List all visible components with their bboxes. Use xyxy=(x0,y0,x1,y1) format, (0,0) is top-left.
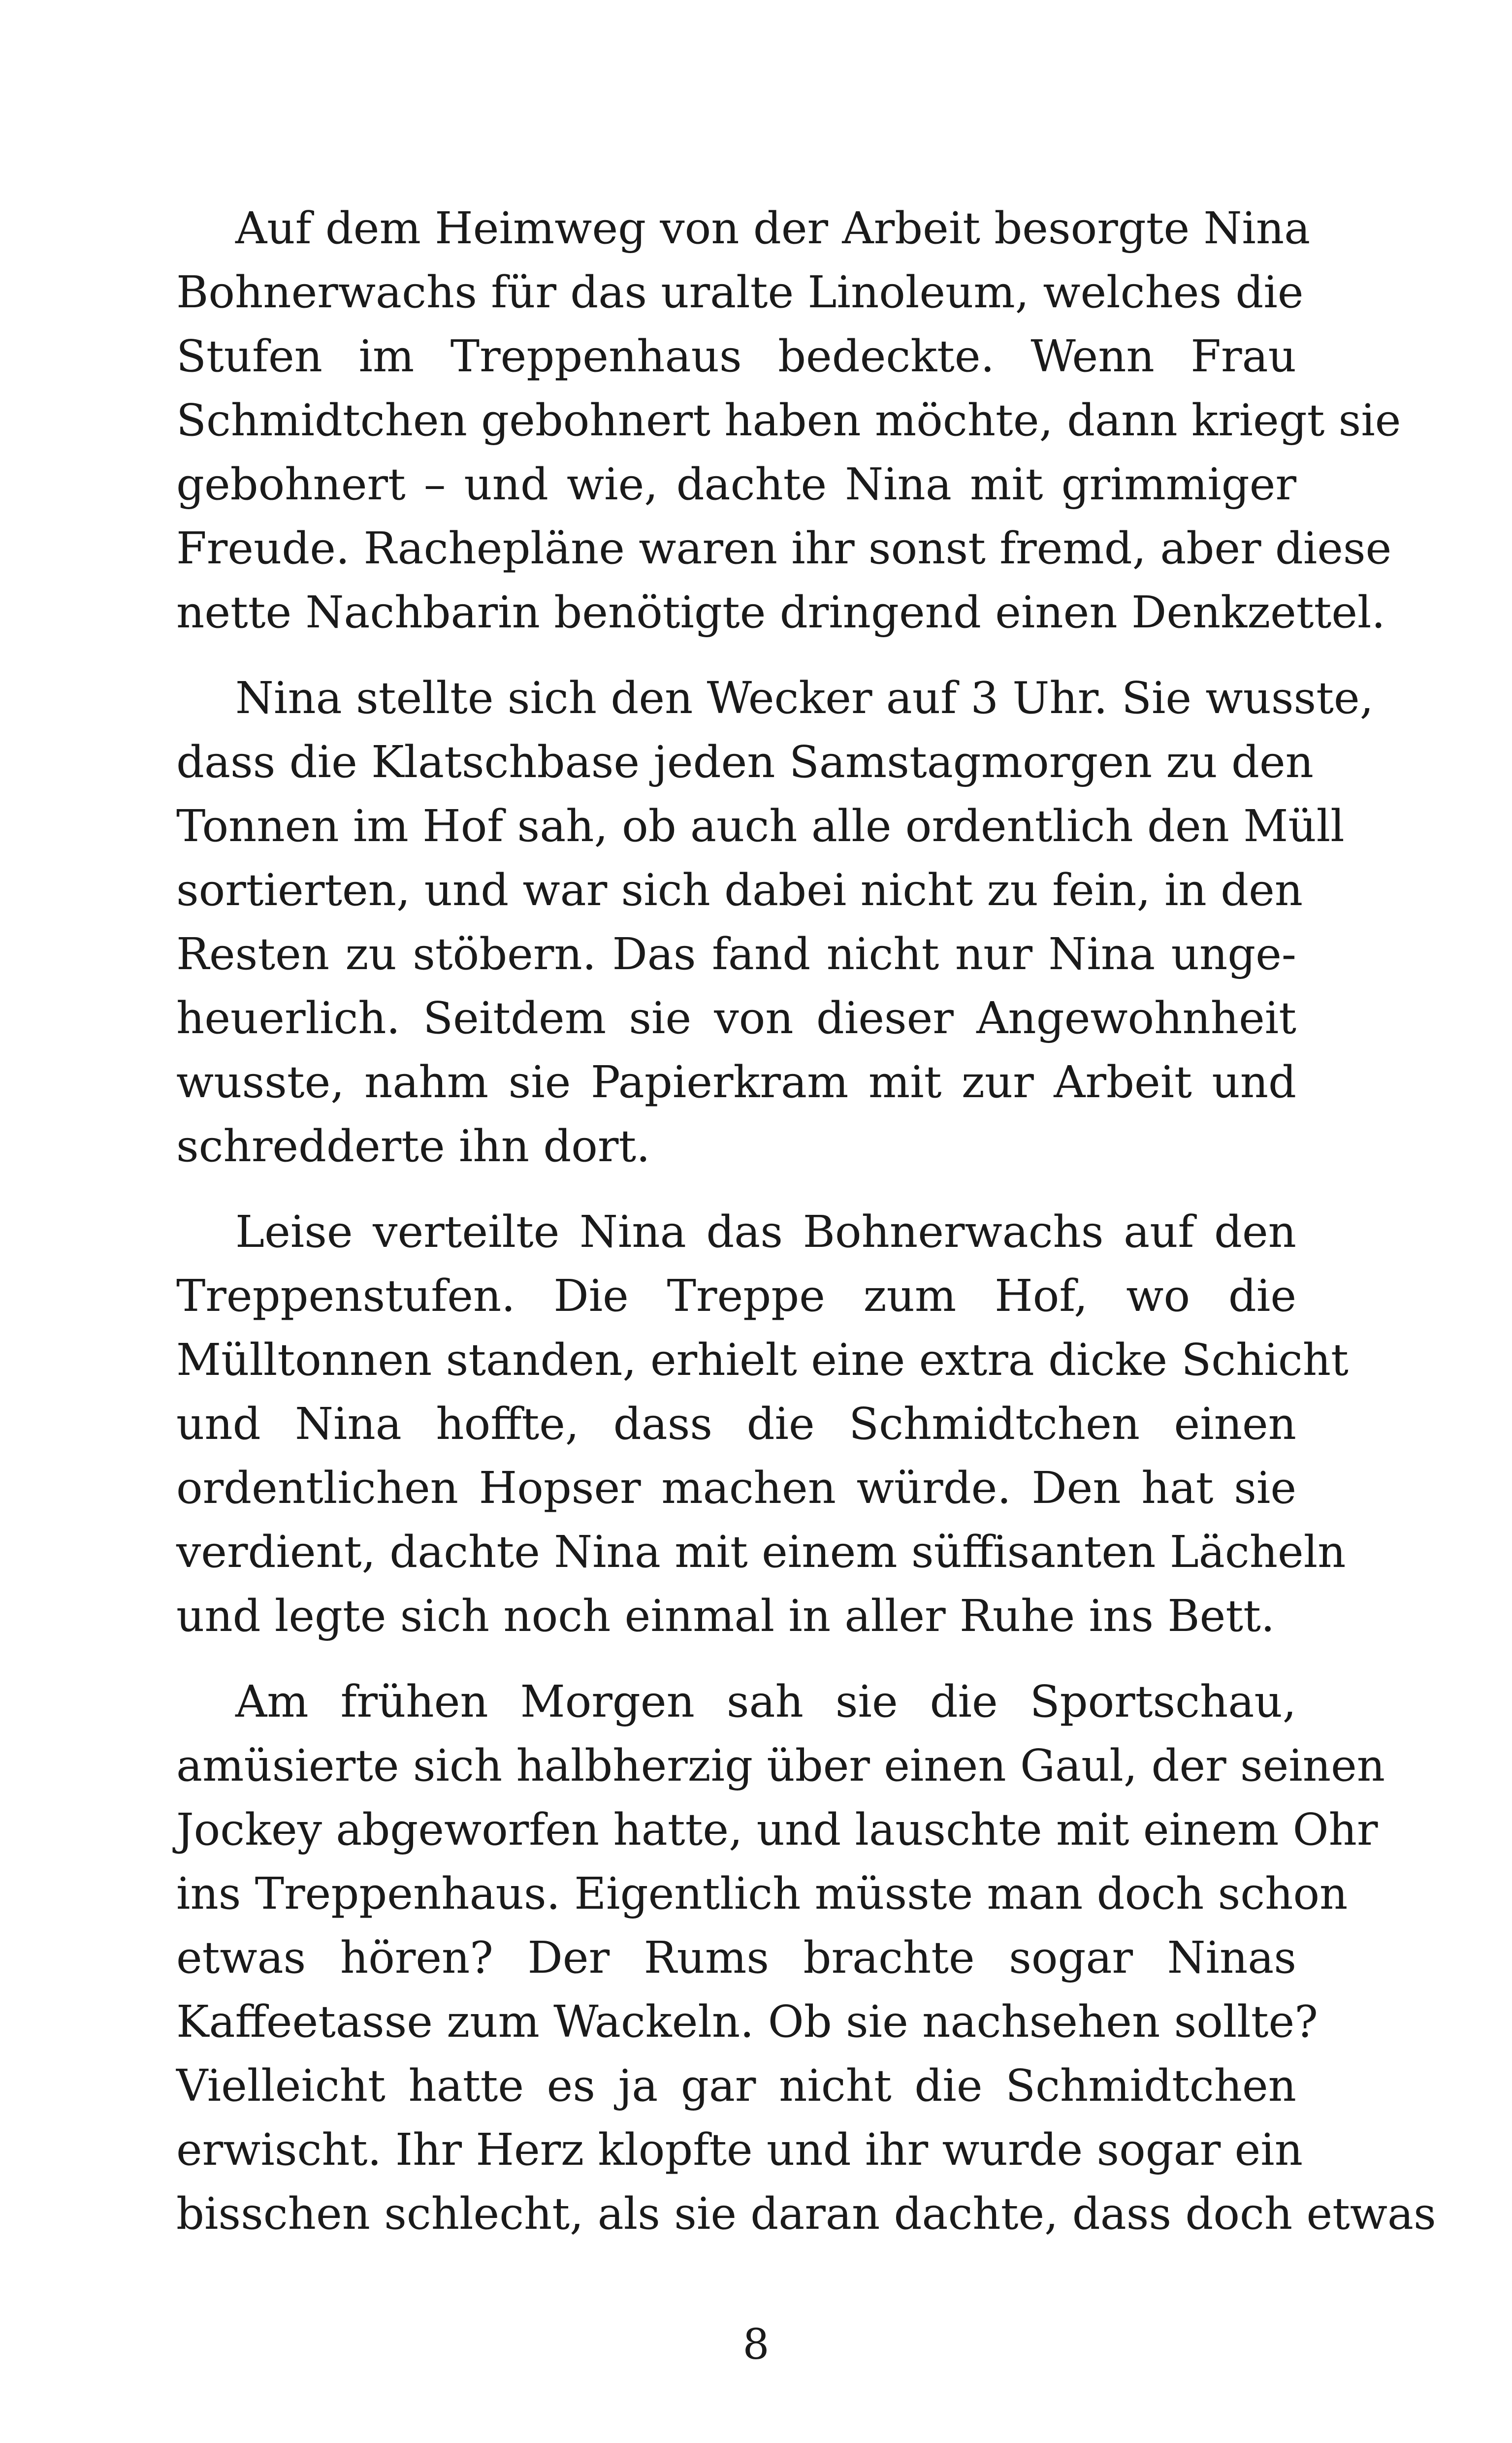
text-line: Am frühen Morgen sah sie die Sportschau, xyxy=(235,1676,1296,1727)
text-line: Freude. Rachepläne waren ihr sonst fremd, aber diese xyxy=(176,522,1392,574)
text-line: Vielleicht hatte es ja gar nicht die Schmidtchen xyxy=(176,2060,1296,2111)
text-line: Resten zu stöbern. Das fand nicht nur Nina unge- xyxy=(176,928,1296,979)
text-line: gebohnert – und wie, dachte Nina mit grimmiger xyxy=(176,458,1296,510)
body-text xyxy=(176,196,1436,2267)
text-line: Stufen im Treppenhaus bedeckte. Wenn Frau xyxy=(176,330,1296,382)
text-line: Schmidtchen gebohnert haben möchte, dann kriegt sie xyxy=(176,394,1401,446)
text-line: und legte sich noch einmal in aller Ruhe ins Bett. xyxy=(176,1590,1275,1641)
text-line: wusste, nahm sie Papierkram mit zur Arbeit und xyxy=(176,1056,1296,1107)
text-line: erwischt. Ihr Herz klopfte und ihr wurde sogar ein xyxy=(176,2124,1303,2175)
text-line: Kaffeetasse zum Wackeln. Ob sie nachsehen sollte? xyxy=(176,1996,1318,2047)
text-line: sortierten, und war sich dabei nicht zu fein, in den xyxy=(176,864,1303,915)
paragraph-2 xyxy=(176,666,1374,1178)
text-line: Bohnerwachs für das uralte Linoleum, welches die xyxy=(176,266,1304,318)
text-line: Nina stellte sich den Wecker auf 3 Uhr. Sie wusste, xyxy=(235,672,1374,723)
text-line: Mülltonnen standen, erhielt eine extra dicke Schicht xyxy=(176,1334,1349,1385)
paragraph-4 xyxy=(176,1669,1436,2246)
text-line: ordentlichen Hopser machen würde. Den hat sie xyxy=(176,1462,1296,1513)
text-line: nette Nachbarin benötigte dringend einen Denkzettel. xyxy=(176,586,1385,638)
text-line: schredderte ihn dort. xyxy=(176,1120,650,1172)
text-line: bisschen schlecht, als sie daran dachte, dass doch etwas xyxy=(176,2188,1436,2239)
text-line: Leise verteilte Nina das Bohnerwachs auf den xyxy=(235,1206,1296,1257)
paragraph-1 xyxy=(176,196,1401,644)
text-line: und Nina hoffte, dass die Schmidtchen einen xyxy=(176,1398,1296,1449)
text-line: heuerlich. Seitdem sie von dieser Angewohnheit xyxy=(176,992,1296,1043)
text-line: dass die Klatschbase jeden Samstagmorgen zu den xyxy=(176,736,1314,787)
text-line: etwas hören? Der Rums brachte sogar Ninas xyxy=(176,1932,1296,1983)
page-number: 8 xyxy=(742,2320,770,2369)
text-line: verdient, dachte Nina mit einem süffisanten Lächeln xyxy=(176,1526,1346,1577)
text-line: amüsierte sich halbherzig über einen Gaul, der seinen xyxy=(176,1740,1385,1791)
text-line: Auf dem Heimweg von der Arbeit besorgte Nina xyxy=(235,202,1311,254)
text-line: ins Treppenhaus. Eigentlich müsste man doch schon xyxy=(176,1868,1348,1919)
paragraph-3 xyxy=(176,1200,1349,1648)
text-line: Treppenstufen. Die Treppe zum Hof, wo die xyxy=(176,1270,1296,1321)
text-line: Tonnen im Hof sah, ob auch alle ordentlich den Müll xyxy=(176,800,1345,851)
text-line: Jockey abgeworfen hatte, und lauschte mit einem Ohr xyxy=(176,1804,1378,1855)
